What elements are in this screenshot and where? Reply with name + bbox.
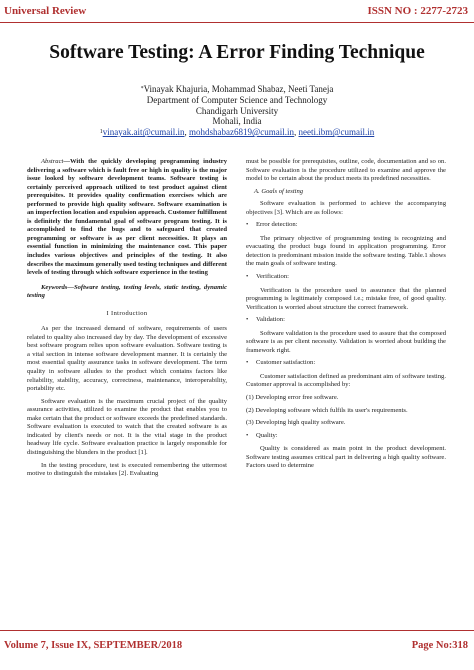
bullet-icon: • [246,221,249,229]
email-link[interactable]: vinayak.ait@cumail.in [102,127,185,138]
right-column [246,158,446,475]
page-number: Page No:318 [411,640,468,651]
author-department: Department of Computer Science and Technology [146,94,328,105]
numbered-item: (3) Developing high quality software. [246,419,346,427]
bullet-icon: • [246,359,249,367]
keywords [27,284,227,301]
author-emails [0,127,474,138]
bullet-text: Customer satisfaction defined as predominant aim of software testing. Customer approval is accomplished by: [246,372,446,389]
intro-paragraph: In the testing procedure, test is executed remembering the uttermost motive to distinguish the mistakes [2]. Evaluating [27,461,227,478]
keywords-lead: Keywords [41,283,68,291]
intro-paragraph: As per the increased demand of software, requirements of users related to quality also increased day by day. The development of excessive best software program relies upon software evaluation. Software testing is a vital section in intense software development manner. It is certainly the most essential quality assurance tasks in software development. The term quality in software alludes to the product which contains factors like reliability, stability, accuracy, correctness, maintenance, interoperability, portability etc. [27,325,227,393]
email-link[interactable]: mohdshabaz6819@cumail.in [188,127,294,138]
subsection-heading-goals: A. Goals of testing [254,187,304,195]
left-column [27,158,227,483]
bullet-label: Validation: [256,316,285,324]
section-heading-introduction: I Introduction [106,309,148,317]
issn-number: ISSN NO : 2277-2723 [367,5,468,17]
author-names: Vinayak Khajuria, Mohammad Shabaz, Neeti Taneja [143,84,334,94]
abstract [27,158,227,278]
journal-name: Universal Review [4,5,87,17]
bullet-icon: • [246,316,249,324]
bullet-icon: • [246,431,249,439]
keywords-body: —Software testing, testing levels, static testing, dynamic testing [27,283,227,300]
email-marker: 1 [99,129,103,136]
volume-info: Volume 7, Issue IX, SEPTEMBER/2018 [4,640,183,651]
bullet-text: Quality is considered as main point in the product development. Software testing assumes critical part in delivering a high quality software. Factors used to determine [246,445,446,470]
page-footer [0,630,474,670]
abstract-body: —With the quickly developing programming industry delivering a software which is fault free or high in quality is the major issue looked by software development teams. Software testing is certainly perceived approach utilized to test product against client prerequisites. It provides quality confirmation exercises which are performed to provide high quality software. Software examination is an imperfection location and expulsion approach. Customer fulfillment is definitely the fundamental goal of software program testing. It is accomplished to find the bugs and to safeguard that created programming or software is as per client necessities. It plays an essential function in minimizing the maintenance cost. This paper includes various objectives and principles of the testing. It also describes the maximum generally used testing techniques and different levels of testing through which software experience in the testing [27,158,227,277]
author-names-line [0,84,474,95]
footer-rule [0,630,474,631]
email-separator: , [184,127,189,138]
bullet-item [246,221,446,230]
author-university: Chandigarh University [195,105,279,116]
intro-paragraph: Software evaluation is the maximum crucial project of the quality assurance activities, utilized to examine the product that enables you to make certain that the product or software exceeds the predefined standards. Software evaluation is executed to watch that the created software is as indicated by client's needs or not. It is the vital stage in the product headway life cycle. Software evaluation practice is largely responsible for distinguishing the blunders in the product [1]. [27,397,227,456]
bullet-item [246,432,446,441]
bullet-item [246,273,446,282]
abstract-lead: Abstract [41,158,64,165]
goals-intro: Software evaluation is performed to achieve the accompanying objectives [3]. Which are as follows: [246,200,446,216]
email-separator: , [294,127,299,138]
bullet-text: The primary objective of programming testing is recognizing and evacuating the product bugs found in application programming. Error detection is predominant mission inside the software testing. Table.1 shows the main goals of software testing. [246,234,446,268]
page-header [0,0,474,24]
continuation-paragraph: must be possible for prerequisites, outline, code, documentation and so on. Software evaluation is the procedure utilized to examine and approve the model to be certain about the product meets its predefined necessities. [246,158,446,183]
bullet-label: Customer satisfaction: [256,359,316,367]
header-rule [0,22,474,23]
bullet-text: Verification is the procedure used to assurance that the planned programming is legitimately composed i.e.; mistake free, of good quality. Verification is worried about structure the correct framework. [246,286,446,311]
bullet-text: Software validation is the procedure used to assure that the composed software is as per client necessity. Validation is worried about building the framework right. [246,329,446,354]
bullet-label: Error detection: [256,221,298,229]
bullet-item [246,316,446,325]
bullet-label: Verification: [256,273,289,281]
email-link[interactable]: neeti.ibm@cumail.in [298,127,375,138]
bullet-item [246,359,446,368]
numbered-item: (1) Developing error free software. [246,394,339,402]
bullet-label: Quality: [256,431,278,439]
numbered-item: (2) Developing software which fulfils its user's requirements. [246,406,408,414]
author-marker: * [140,86,144,92]
author-location: Mohali, India [212,116,262,127]
author-block [0,84,474,138]
paper-title: Software Testing: A Error Finding Technique [49,42,425,63]
bullet-icon: • [246,273,249,281]
